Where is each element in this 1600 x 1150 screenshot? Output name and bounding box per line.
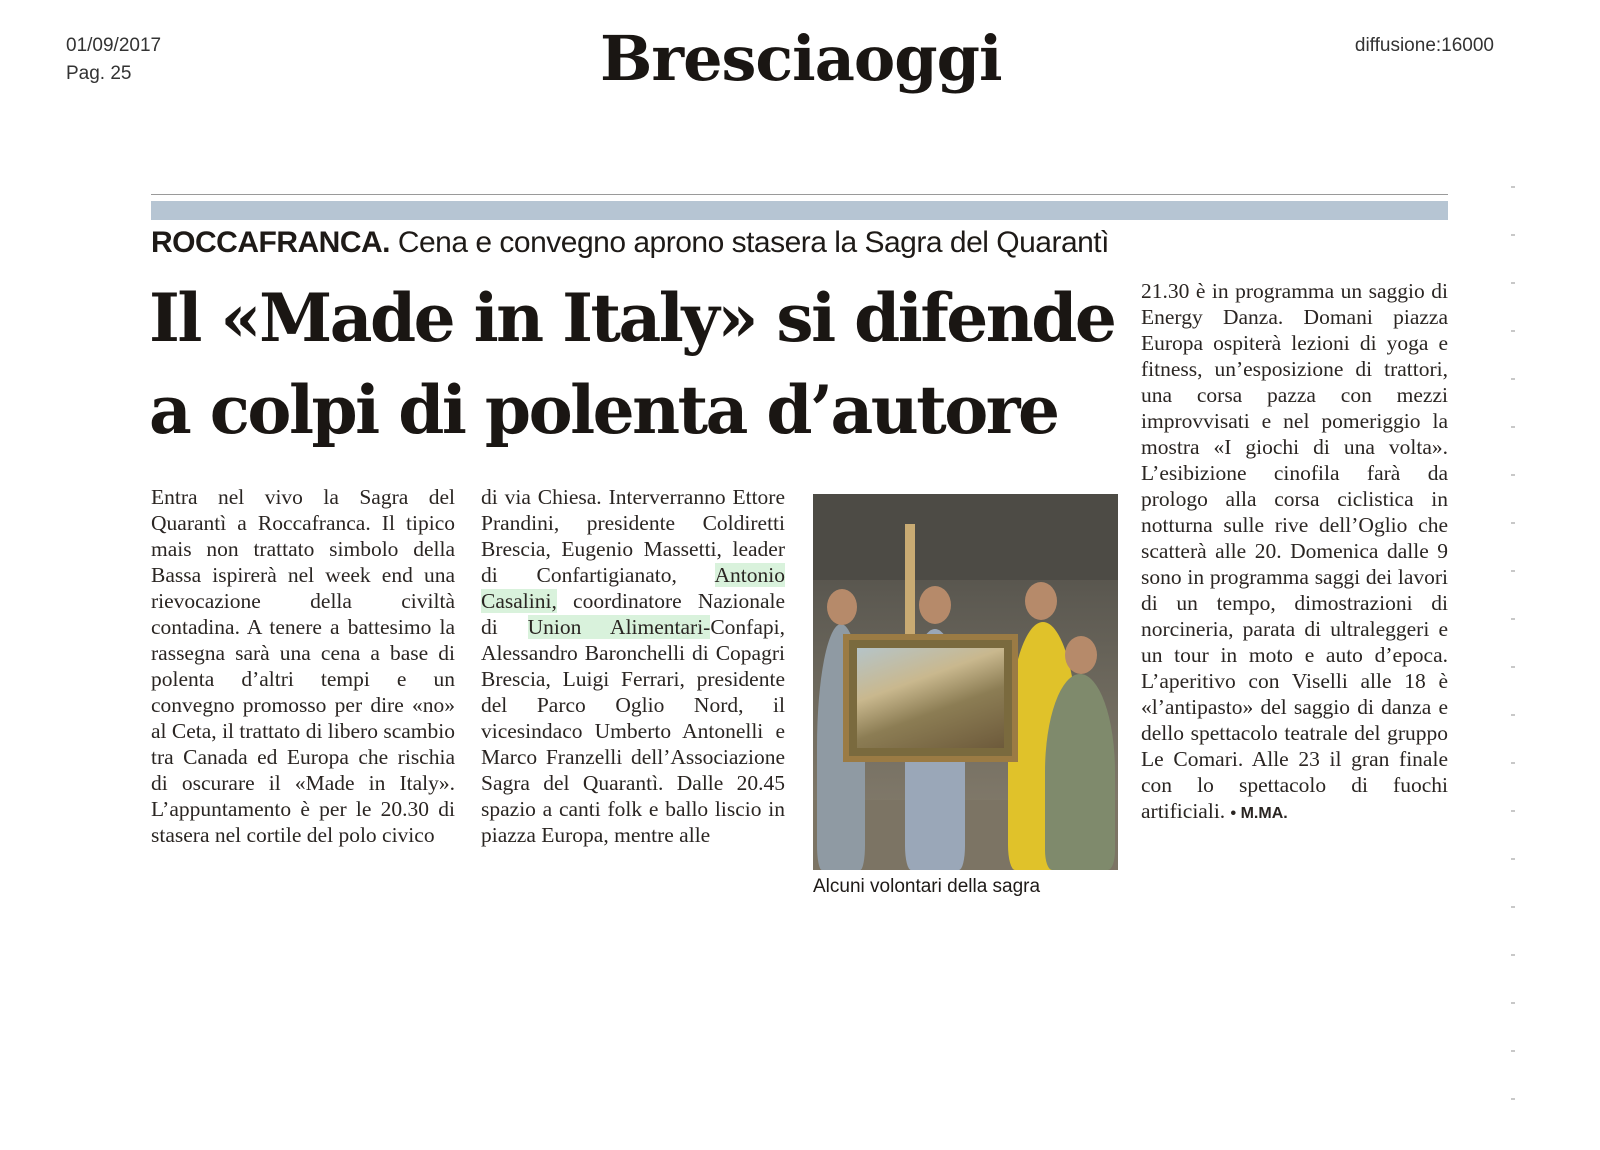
column-2-text-b: coordinatore Nazionale di (481, 589, 785, 639)
photo-painting (843, 634, 1018, 762)
scan-edge-marks (1511, 140, 1515, 1120)
headline-line-2: a colpi di polenta d’autore (149, 371, 1058, 449)
photo-person-4 (1045, 674, 1115, 870)
photo-head-1 (827, 589, 857, 625)
clipping-meta-left (66, 32, 161, 88)
photo-background (813, 494, 1118, 580)
section-band (151, 201, 1448, 220)
headline-line-1: Il «Made in Italy» si difende (149, 279, 1115, 357)
circulation-info: diffusione:16000 (1354, 35, 1494, 56)
photo-head-2 (919, 586, 951, 624)
column-2-text-a: di via Chiesa. Interverranno Ettore Prandini, presidente Coldiretti Brescia, Eugenio Massetti, leader di Confartigianato, (481, 485, 785, 587)
article-column-1: Entra nel vivo la Sagra del Quarantì a Roccafranca. Il tipico mais non trattato simbolo della Bassa ispirerà nel week end una rievocazione della civiltà contadina. A tenere a battesimo la rassegna sarà una cena a base di polenta d’altri tempi e un convegno promosso per dire «no» al Ceta, il trattato di libero scambio tra Canada ed Europa che rischia di oscurare il «Made in Italy». L’appuntamento è per le 20.30 di stasera nel cortile del polo civico (151, 485, 455, 847)
article-column-3 (1141, 278, 1448, 827)
article-photo (813, 494, 1118, 870)
article-column-2 (481, 484, 785, 848)
photo-head-4 (1065, 636, 1097, 674)
column-2-text-c: Confapi, Alessandro Baronchelli di Copagri Brescia, Luigi Ferrari, presidente del Parco Oglio Nord, il vicesindaco Umberto Antonelli e Marco Franzelli dell’Associazione Sagra del Quarantì. Dalle 20.45 spazio a canti folk e ballo liscio in piazza Europa, mentre alle (481, 615, 785, 847)
top-rule (151, 194, 1448, 195)
highlight-antonio-casalini: Antonio Casalini, (481, 563, 785, 613)
author-signature: • M.MA. (1230, 805, 1288, 822)
highlight-union-alimentari: Union Alimentari- (527, 615, 711, 639)
photo-head-3 (1025, 582, 1057, 620)
clipping-date: 01/09/2017 (66, 35, 162, 56)
column-3-text: 21.30 è in programma un saggio di Energy Danza. Domani piazza Europa ospiterà lezioni di yoga e fitness, un’esposizione di trattori, una corsa pazza con mezzi improvvisati e nel pomeriggio la mostra «I giochi di una volta». L’esibizione cinofila farà da prologo alla corsa ciclistica in notturna sulle rive dell’Oglio che scatterà alle 20. Domenica dalle 9 sono in programma saggi dei lavori di un tempo, dimostrazioni di norcineria, parata di ultraleggeri e un tour in moto e auto d’epoca. L’aperitivo con Viselli alle 18 è «l’antipasto» del saggio di danza e dello spettacolo teatrale del gruppo Le Comari. Alle 23 il gran finale con lo spettacolo di fuochi artificiali. (1141, 279, 1448, 823)
photo-caption: Alcuni volontari della sagra (813, 876, 1041, 897)
article-kicker (151, 226, 1109, 260)
kicker-place: ROCCAFRANCA. (151, 226, 390, 259)
clipping-page: Pag. 25 (66, 63, 132, 84)
kicker-text: Cena e convegno aprono stasera la Sagra del Quarantì (397, 226, 1109, 259)
article-headline (149, 272, 1139, 456)
newspaper-masthead: Bresciaoggi (600, 22, 1002, 95)
photo-easel (905, 524, 915, 644)
